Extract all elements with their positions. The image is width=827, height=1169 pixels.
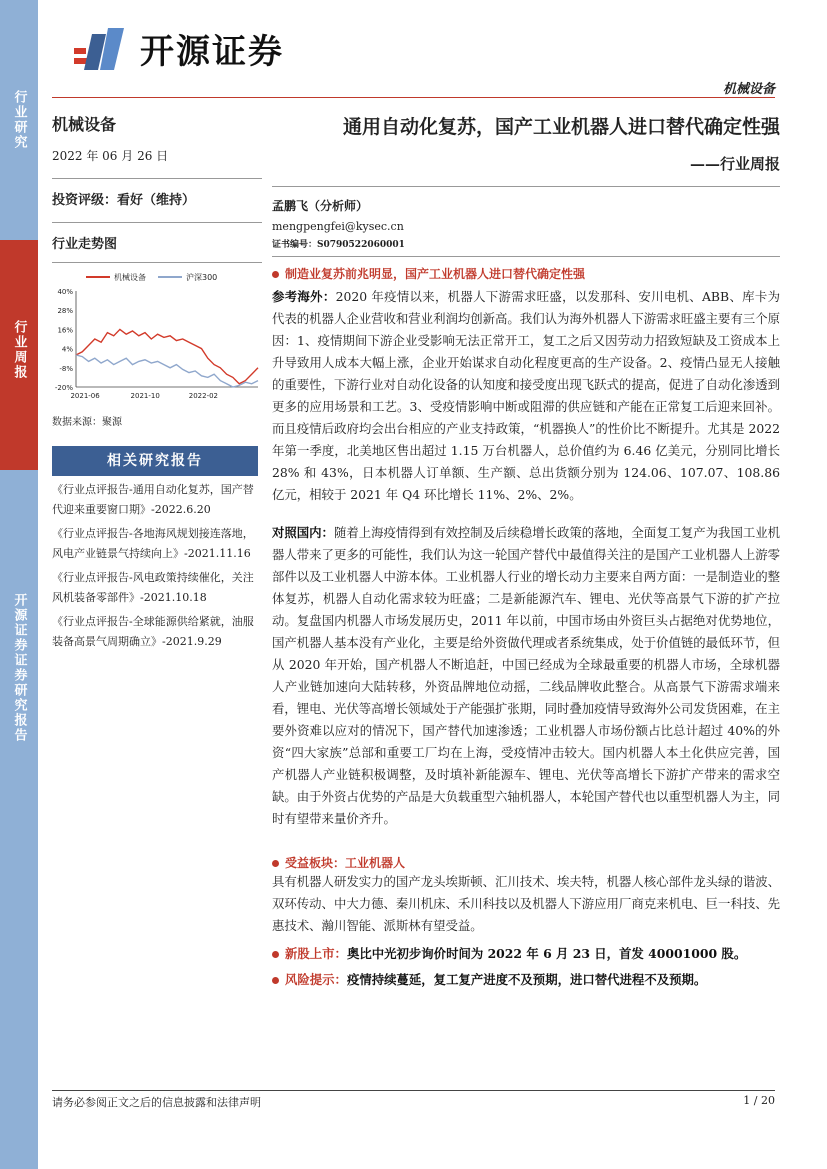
related-report-link[interactable]: 《行业点评报告-各地海风规划接连落地，风电产业链景气持续向上》-2021.11.16 — [52, 527, 254, 560]
related-reports-header: 相关研究报告 — [52, 446, 258, 476]
data-source: 数据来源：聚源 — [52, 417, 122, 428]
y-tick-label: 40% — [57, 288, 73, 296]
y-tick-label: 28% — [57, 307, 73, 316]
risk-text: 疫情持续蔓延，复工复产进度不及预期，进口替代进程不及预期。 — [346, 972, 707, 987]
analyst-email[interactable]: mengpengfei@kysec.cn — [272, 220, 404, 233]
x-tick-label: 2022-02 — [188, 392, 219, 400]
series-line — [76, 329, 258, 383]
benefit-sector-label: 受益板块：工业机器人 — [285, 856, 406, 870]
legend-label: 沪深300 — [186, 273, 218, 282]
bullet-dot-icon — [272, 951, 279, 958]
paragraph-overseas — [272, 286, 780, 506]
brand-logo — [72, 24, 284, 73]
sidebar-top-label: 行业研究 — [11, 90, 27, 150]
risk-item — [272, 969, 780, 991]
brand-name: 开源证券 — [140, 32, 284, 72]
ipo-label: 新股上市： — [285, 946, 347, 961]
page-number: 1 / 20 — [743, 1094, 775, 1107]
trend-chart — [52, 269, 262, 409]
investment-rating: 投资评级：看好（维持） — [52, 193, 196, 208]
brand-logo-icon — [72, 26, 130, 72]
report-subtitle: ——行业周报 — [689, 155, 780, 173]
report-title: 通用自动化复苏，国产工业机器人进口替代确定性强 — [342, 116, 780, 138]
ipo-text: 奥比中光初步询价时间为 2022 年 6 月 23 日，首发 40001000 股。 — [346, 946, 747, 961]
paragraph-text: 2020 年疫情以来，机器人下游需求旺盛，以发那科、安川电机、ABB、库卡为代表的机器人企业营收和营业利润均创新高。我们认为海外机器人下游需求旺盛主要有三个原因：1、疫情期间下游企业受影响无法正常开工，复工之后又因劳动力招致短缺及工资成本上升导致用人成本大幅上涨，企业开始谋求自动化程度更高的生产设备。2、疫情凸显无人接触的重要性，下游行业对自动化设备的认知度和接受度出现飞跃式的提高，促进了自动化渗透到更多的应用场景和工艺。3、受疫情影响中断或阻滞的供应链和产能在正常复工后迎来回补。而且疫情后政府均会出台相应的产业支持政策，“机器换人”的性价比不断提升。尤其是 2022 年第一季度，北美地区售出超过 1.15 万台机器人，总价值约为 6.46 亿美元，分别同比增长 28% 和 43%，日本机器人订单额、生产额、总出货额分别为 124.06、107.07、108.86 亿元，相较于 2021 年 Q4 环比增长 11%、2%、2%。 — [272, 289, 781, 502]
sidebar — [0, 0, 38, 1169]
left-column — [52, 112, 262, 652]
sidebar-bottom-label: 开源证券证券研究报告 — [11, 593, 27, 743]
trend-chart-svg — [52, 269, 262, 409]
divider — [52, 178, 262, 179]
bullet-dot-icon — [272, 860, 279, 867]
analyst-name: 孟鹏飞（分析师） — [272, 199, 369, 213]
paragraph-text: 随着上海疫情得到有效控制及后续稳增长政策的落地，全面复工复产为我国工业机器人带来了更多的可能性，我们认为这一轮国产替代中最值得关注的是国产工业机器人上游零部件以及工业机器人中游本体。工业机器人行业的增长动力主要来自两方面：一是制造业的整体复苏，机器人自动化需求较为旺盛；二是新能源汽车、锂电、光伏等高景气下游的扩产拉动。复盘国内机器人市场发展历史，2011 年以前，中国市场由外资巨头占据绝对优势地位，国产机器人基本没有产业化，主要是给外资做代理或者系统集成，处于价值链的最低环节，但从 2020 年开始，国产机器人不断追赶，中国已经成为全球最重要的机器人市场，全球机器人产业链加速向大陆转移，外资品牌地位动摇，二线品牌收此整合。从高景气下游需求端来看，锂电、光伏等高增长领域处于产能强扩张期，同时叠加疫情导致海外公司发货困难，在主要外资难以应对的情况下，国产替代加速渗透；工业机器人市场份额占比总计超过 40%的外资“四大家族”总部和重要工厂均在上海，受疫情冲击较大。国内机器人本土化供应完善，国产机器人产业链积极调整，及时填补新能源车、锂电、光伏等高增长下游扩产带来的需求空缺。由于外资占优势的产品是大负载重型六轴机器人，本轮国产替代也以重型机器人为主，同时有望带来量价齐升。 — [272, 525, 781, 826]
related-report-link[interactable]: 《行业点评报告-通用自动化复苏，国产替代迎来重要窗口期》-2022.6.20 — [52, 483, 254, 516]
header-category: 机械设备 — [722, 82, 775, 97]
paragraph-label: 对照国内： — [272, 525, 334, 540]
trend-title: 行业走势图 — [52, 237, 118, 252]
paragraph-label: 参考海外： — [272, 289, 336, 304]
header-divider — [52, 97, 775, 98]
y-tick-label: -20% — [54, 384, 73, 392]
y-tick-label: 4% — [61, 345, 73, 354]
y-tick-label: 16% — [57, 326, 73, 335]
footer-disclaimer: 请务必参阅正文之后的信息披露和法律声明 — [52, 1096, 261, 1109]
ipo-item — [272, 943, 780, 965]
main-content — [272, 112, 780, 991]
bullet-dot-icon — [272, 977, 279, 984]
footer-divider — [52, 1090, 775, 1091]
divider — [52, 262, 262, 263]
paragraph-domestic — [272, 522, 780, 830]
sidebar-middle-label: 行业周报 — [11, 320, 27, 380]
y-tick-label: -8% — [59, 364, 73, 373]
bullet-dot-icon — [272, 271, 279, 278]
risk-label: 风险提示： — [285, 972, 347, 987]
x-tick-label: 2021-06 — [70, 392, 100, 400]
related-report-link[interactable]: 《行业点评报告-风电政策持续催化，关注风机装备零部件》-2021.10.18 — [52, 571, 254, 604]
key-point-text: 制造业复苏前兆明显，国产工业机器人进口替代确定性强 — [285, 267, 586, 281]
key-point-heading — [272, 265, 780, 282]
certificate-number: 证书编号：S0790522060001 — [272, 240, 405, 250]
series-line — [76, 355, 258, 387]
sector-title: 机械设备 — [52, 115, 117, 134]
benefit-sector-text: 具有机器人研发实力的国产龙头埃斯顿、汇川技术、埃夫特，机器人核心部件龙头绿的谐波、双环传动、中大力德、秦川机床、禾川科技以及机器人下游应用厂商克来机电、巨一科技、先惠技术、瀚川智能、派斯林有望受益。 — [272, 874, 781, 933]
legend-label: 机械设备 — [114, 273, 146, 282]
benefit-sector-heading — [272, 854, 780, 871]
report-date: 2022 年 06 月 26 日 — [52, 149, 169, 163]
related-report-link[interactable]: 《行业点评报告-全球能源供给紧就，油服装备高景气周期确立》-2021.9.29 — [52, 615, 254, 648]
x-tick-label: 2021-10 — [130, 392, 160, 400]
divider — [272, 256, 780, 257]
divider — [272, 186, 780, 187]
divider — [52, 222, 262, 223]
